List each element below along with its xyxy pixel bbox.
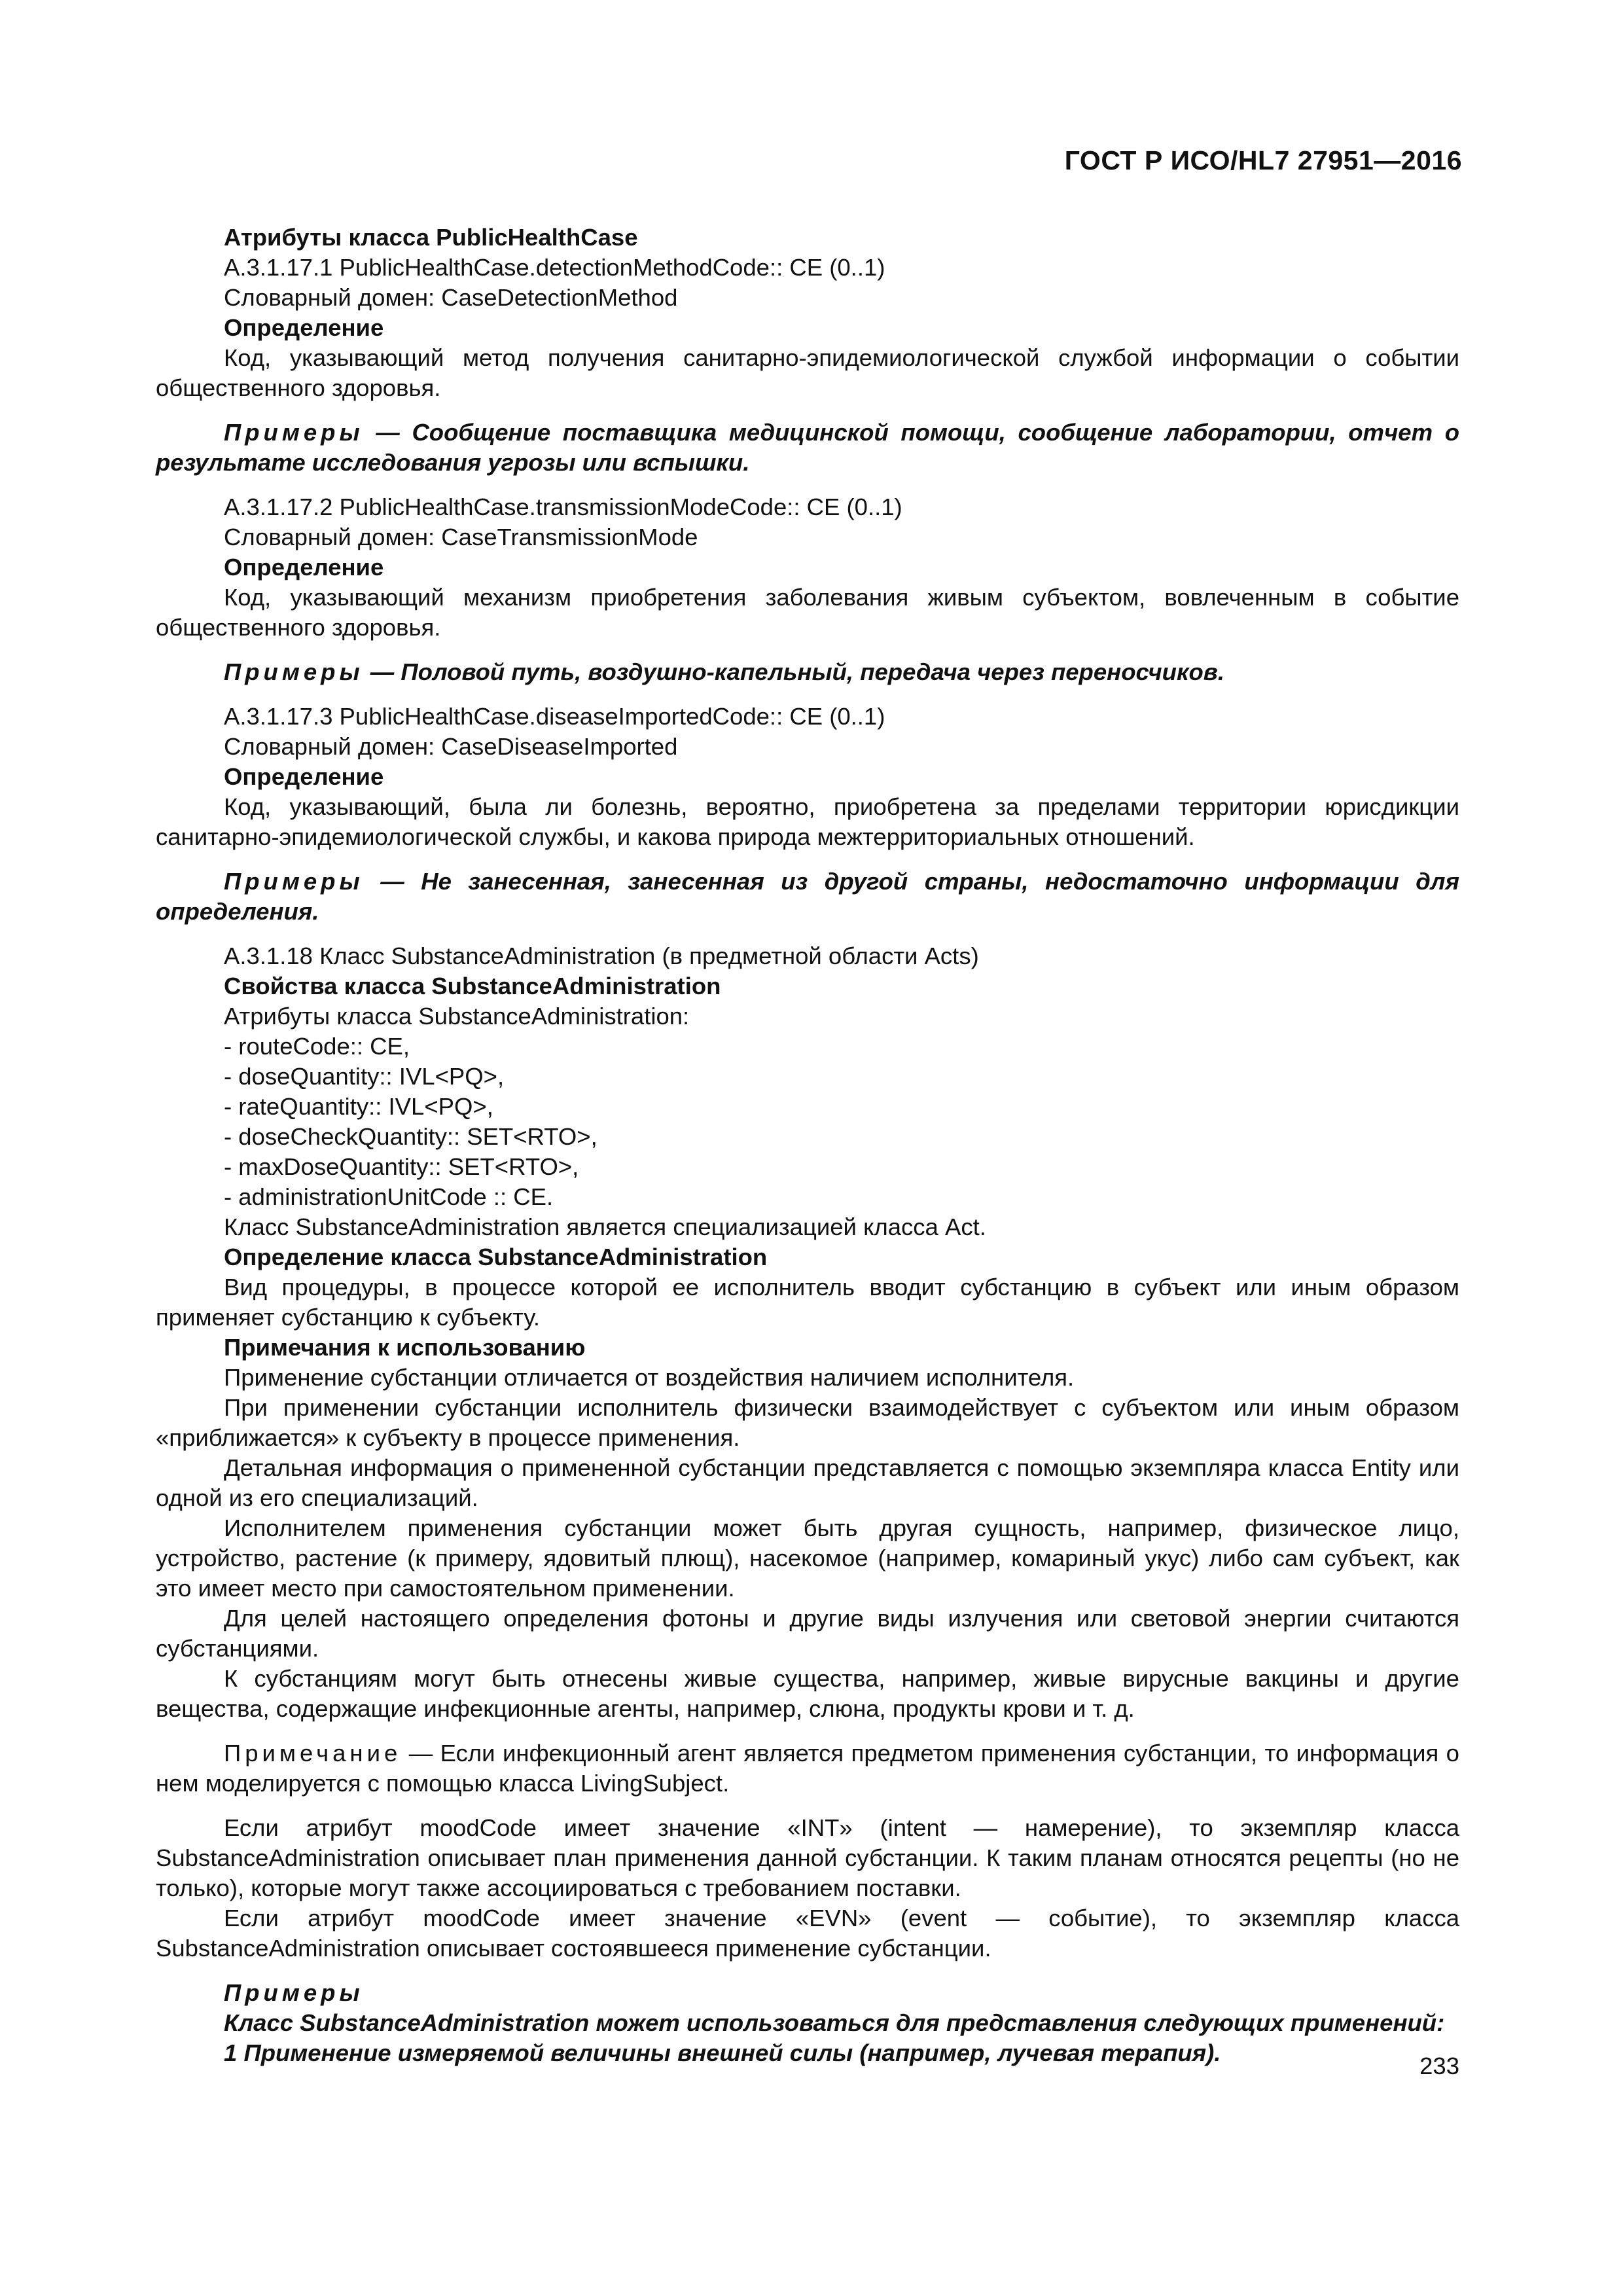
- paragraph-text: - maxDoseQuantity:: SET<RTO>,: [224, 1153, 579, 1180]
- paragraph: [156, 418, 1459, 478]
- paragraph-text: А.3.1.18 Класс SubstanceAdministration (в предметной области Acts): [224, 942, 979, 969]
- paragraph-text: Применение субстанции отличается от воздействия наличием исполнителя.: [224, 1364, 1075, 1391]
- paragraph: [156, 492, 1459, 522]
- paragraph: [156, 1978, 1459, 2008]
- paragraph-text: Код, указывающий метод получения санитарно-эпидемиологической службой информации о событии общественного здоровья.: [156, 344, 1459, 401]
- paragraph: [156, 313, 1459, 343]
- paragraph-text: Определение класса SubstanceAdministration: [224, 1244, 768, 1270]
- paragraph-text: Определение: [224, 554, 384, 581]
- paragraph-text: А.3.1.17.1 PublicHealthCase.detectionMethodCode:: CE (0..1): [224, 254, 885, 281]
- paragraph-text: Исполнителем применения субстанции может быть другая сущность, например, физическое лицо, устройство, растение (к примеру, ядовитый плющ), насекомое (например, комариный укус) либо сам субъект, как это имеет место при самостоятельном применении.: [156, 1515, 1459, 1602]
- paragraph-text: Словарный домен: CaseDetectionMethod: [224, 284, 678, 311]
- paragraph: [156, 253, 1459, 283]
- paragraph-text: Свойства класса SubstanceAdministration: [224, 973, 721, 999]
- paragraph-lead: Примеры: [224, 658, 364, 685]
- paragraph: [156, 1001, 1459, 1031]
- paragraph-text: Код, указывающий, была ли болезнь, вероятно, приобретена за пределами территории юрисдикции санитарно-эпидемиологической службы, и какова природа межтерриториальных отношений.: [156, 793, 1459, 850]
- paragraph-text: — Если инфекционный агент является предметом применения субстанции, то информация о нем моделируется с помощью класса LivingSubject.: [156, 1740, 1459, 1797]
- paragraph: [156, 583, 1459, 643]
- paragraph-text: Если атрибут moodCode имеет значение «INT» (intent — намерение), то экземпляр класса SubstanceAdministration описывает план применения данной субстанции. К таким планам относятся рецепты (но не только), которые могут также ассоциироваться с требованием поставки.: [156, 1814, 1459, 1901]
- paragraph-text: Для целей настоящего определения фотоны и другие виды излучения или световой энергии считаются субстанциями.: [156, 1605, 1459, 1662]
- paragraph: [156, 971, 1459, 1001]
- page-number: 233: [1419, 2053, 1459, 2079]
- paragraph: [156, 1212, 1459, 1242]
- paragraph-text: — Не занесенная, занесенная из другой страны, недостаточно информации для определения.: [156, 868, 1459, 925]
- paragraph-text: — Сообщение поставщика медицинской помощи, сообщение лаборатории, отчет о результате исследования угрозы или вспышки.: [156, 419, 1459, 476]
- paragraph-text: К субстанциям могут быть отнесены живые существа, например, живые вирусные вакцины и другие вещества, содержащие инфекционные агенты, например, слюна, продукты крови и т. д.: [156, 1665, 1459, 1722]
- paragraph-text: — Половой путь, воздушно-капельный, передача через переносчиков.: [363, 658, 1224, 685]
- paragraph: [156, 1363, 1459, 1393]
- paragraph: [156, 732, 1459, 762]
- paragraph-lead: Примечание: [224, 1740, 402, 1767]
- paragraph: [156, 1664, 1459, 1724]
- paragraph: [156, 1031, 1459, 1062]
- paragraph: [156, 792, 1459, 852]
- paragraph: [156, 343, 1459, 403]
- paragraph-text: А.3.1.17.2 PublicHealthCase.transmissionModeCode:: CE (0..1): [224, 493, 902, 520]
- paragraph: [156, 1453, 1459, 1513]
- paragraph: [156, 223, 1459, 253]
- paragraph: [156, 1242, 1459, 1272]
- paragraph: [156, 1813, 1459, 1903]
- paragraph-text: Детальная информация о примененной субстанции представляется с помощью экземпляра класса Entity или одной из его специализаций.: [156, 1454, 1459, 1511]
- paragraph-lead: Примеры: [224, 868, 364, 895]
- paragraph: [156, 1333, 1459, 1363]
- document-body: [156, 223, 1459, 2068]
- paragraph-text: - routeCode:: CE,: [224, 1033, 410, 1060]
- paragraph-text: Определение: [224, 314, 384, 341]
- paragraph: [156, 1393, 1459, 1453]
- paragraph: [156, 1272, 1459, 1333]
- paragraph-text: Атрибуты класса SubstanceAdministration:: [224, 1003, 690, 1030]
- paragraph-text: Вид процедуры, в процессе которой ее исполнитель вводит субстанцию в субъект или иным образом применяет субстанцию к субъекту.: [156, 1274, 1459, 1331]
- paragraph-text: А.3.1.17.3 PublicHealthCase.diseaseImportedCode:: CE (0..1): [224, 703, 885, 730]
- paragraph: [156, 2038, 1459, 2068]
- paragraph-text: Определение: [224, 763, 384, 790]
- paragraph: [156, 2008, 1459, 2038]
- paragraph: [156, 1903, 1459, 1964]
- paragraph: [156, 1604, 1459, 1664]
- paragraph-lead: Примеры: [224, 419, 364, 446]
- paragraph-text: - administrationUnitCode :: CE.: [224, 1183, 554, 1210]
- paragraph-text: При применении субстанции исполнитель физически взаимодействует с субъектом или иным образом «приближается» к субъекту в процессе применения.: [156, 1394, 1459, 1451]
- paragraph: [156, 702, 1459, 732]
- paragraph-text: Словарный домен: CaseTransmissionMode: [224, 524, 698, 550]
- paragraph: [156, 867, 1459, 927]
- paragraph-text: 1 Применение измеряемой величины внешней силы (например, лучевая терапия).: [224, 2039, 1221, 2066]
- paragraph: [156, 1182, 1459, 1212]
- paragraph-text: Если атрибут moodCode имеет значение «EVN» (event — событие), то экземпляр класса SubstanceAdministration описывает состоявшееся применение субстанции.: [156, 1905, 1459, 1962]
- paragraph: [156, 522, 1459, 552]
- paragraph-text: - doseCheckQuantity:: SET<RTO>,: [224, 1123, 597, 1150]
- paragraph-text: - rateQuantity:: IVL<PQ>,: [224, 1093, 493, 1120]
- paragraph: [156, 762, 1459, 792]
- paragraph: [156, 941, 1459, 971]
- paragraph: [156, 1513, 1459, 1604]
- paragraph-text: Класс SubstanceAdministration может использоваться для представления следующих применений:: [224, 2009, 1445, 2036]
- paragraph-text: - doseQuantity:: IVL<PQ>,: [224, 1063, 505, 1090]
- paragraph: [156, 283, 1459, 313]
- paragraph: [156, 1152, 1459, 1182]
- document-header: ГОСТ Р ИСО/HL7 27951—2016: [1064, 145, 1462, 175]
- paragraph-text: Код, указывающий механизм приобретения заболевания живым субъектом, вовлеченным в событие общественного здоровья.: [156, 584, 1459, 641]
- paragraph: [156, 657, 1459, 687]
- paragraph-text: Словарный домен: CaseDiseaseImported: [224, 733, 678, 760]
- paragraph-text: Атрибуты класса PublicHealthCase: [224, 224, 638, 251]
- paragraph: [156, 1738, 1459, 1799]
- paragraph-text: Класс SubstanceAdministration является специализацией класса Act.: [224, 1213, 986, 1240]
- paragraph-text: Примечания к использованию: [224, 1334, 586, 1361]
- paragraph-lead: Примеры: [224, 1979, 364, 2006]
- paragraph: [156, 552, 1459, 583]
- paragraph: [156, 1122, 1459, 1152]
- paragraph: [156, 1092, 1459, 1122]
- paragraph: [156, 1062, 1459, 1092]
